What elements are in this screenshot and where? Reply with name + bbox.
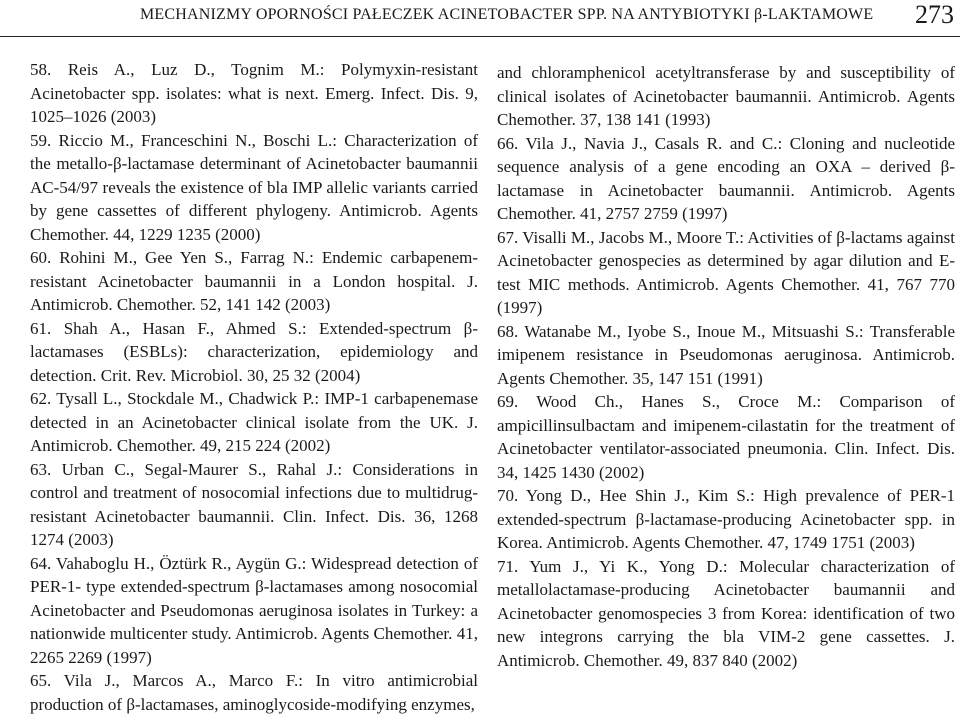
reference-68: 68. Watanabe M., Iyobe S., Inoue M., Mitsuashi S.: Transferable imipenem resistance in Pseudomonas aeruginosa. Antimicrob. Agents Chemother. 35, 147 151 (1991) [497, 321, 955, 388]
reference-63: 63. Urban C., Segal-Maurer S., Rahal J.: Considerations in control and treatment of nosocomial infections due to multidrug-resistant Acinetobacter baumannii. Clin. Infect. Dis. 36, 1268 1274 (2003) [30, 459, 478, 549]
reference-69: 69. Wood Ch., Hanes S., Croce M.: Comparison of ampicillinsulbactam and imipenem-cilastatin for the treatment of Acinetobacter ventilator-associated pneumonia. Clin. Infect. Dis. 34, 1425 1430 (2002) [497, 392, 955, 482]
reference-58: 58. Reis A., Luz D., Tognim M.: Polymyxin-resistant Acinetobacter spp. isolates: what is next. Emerg. Infect. Dis. 9, 1025–1026 (2003) [30, 60, 478, 126]
reference-65-continued: and chloramphenicol acetyltransferase by and susceptibility of clinical isolates of Acinetobacter baumannii. Antimicrob. Agents Chemother. 37, 138 141 (1993) [497, 63, 955, 129]
reference-71: 71. Yum J., Yi K., Yong D.: Molecular characterization of metallolactamase-producing Acinetobacter baumannii and Acinetobacter genomospecies 3 from Korea: identification of two new integrons carrying the bla VIM-2 gene cassettes. J. Antimicrob. Chemother. 49, 837 840 (2002) [497, 556, 955, 670]
reference-61: 61. Shah A., Hasan F., Ahmed S.: Extended-spectrum β-lactamases (ESBLs): characterization, epidemiology and detection. Crit. Rev. Microbiol. 30, 25 32 (2004) [30, 318, 478, 385]
references-left-column [30, 58, 478, 716]
reference-60: 60. Rohini M., Gee Yen S., Farrag N.: Endemic carbapenem-resistant Acinetobacter baumannii in a London hospital. J. Antimicrob. Chemother. 52, 141 142 (2003) [30, 248, 478, 314]
reference-65: 65. Vila J., Marcos A., Marco F.: In vitro antimicrobial production of β-lactamases, aminoglycoside-modifying enzymes, [30, 671, 478, 714]
reference-66: 66. Vila J., Navia J., Casals R. and C.: Cloning and nucleotide sequence analysis of a gene encoding an OXA – derived β-lactamase in Acinetobacter baumannii. Antimicrob. Agents Chemother. 41, 2757 2759 (1997) [497, 133, 955, 223]
reference-70: 70. Yong D., Hee Shin J., Kim S.: High prevalence of PER-1 extended-spectrum β-lactamase-producing Acinetobacter spp. in Korea. Antimicrob. Agents Chemother. 47, 1749 1751 (2003) [497, 486, 955, 552]
running-header [0, 0, 960, 37]
reference-62: 62. Tysall L., Stockdale M., Chadwick P.: IMP-1 carbapenemase detected in an Acinetobacter clinical isolate from the UK. J. Antimicrob. Chemother. 49, 215 224 (2002) [30, 389, 478, 455]
page-number: 273 [915, 0, 954, 29]
reference-59: 59. Riccio M., Franceschini N., Boschi L.: Characterization of the metallo-β-lactamase determinant of Acinetobacter baumannii AC-54/97 reveals the existence of bla IMP allelic variants carried by gene cassettes of different phylogeny. Antimicrob. Agents Chemother. 44, 1229 1235 (2000) [30, 130, 478, 244]
reference-64: 64. Vahaboglu H., Öztürk R., Aygün G.: Widespread detection of PER-1- type extended-spectrum β-lactamases among nosocomial Acinetobacter and Pseudomonas aeruginosa isolates in Turkey: a nationwide multicenter study. Antimicrob. Agents Chemother. 41, 2265 2269 (1997) [30, 553, 478, 667]
running-header-title: MECHANIZMY OPORNOŚCI PAŁECZEK ACINETOBACTER SPP. NA ANTYBIOTYKI β-LAKTAMOWE [140, 6, 874, 23]
reference-67: 67. Visalli M., Jacobs M., Moore T.: Activities of β-lactams against Acinetobacter genospecies as determined by agar dilution and E-test MIC methods. Antimicrob. Agents Chemother. 41, 767 770 (1997) [497, 227, 955, 317]
references-right-column [497, 61, 955, 672]
